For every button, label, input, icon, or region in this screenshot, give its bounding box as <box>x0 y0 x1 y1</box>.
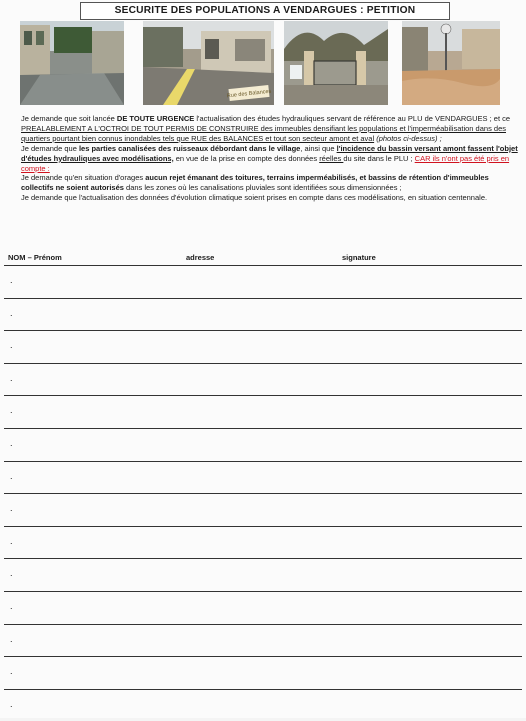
signature-row[interactable] <box>4 624 522 657</box>
signature-row[interactable] <box>4 591 522 624</box>
petition-text <box>21 114 521 203</box>
p2-bold: les parties canalisées des ruisseaux débordant dans le village <box>78 143 301 153</box>
p2-text-2: , ainsi que <box>300 143 337 153</box>
column-header-name: NOM – Prénom <box>8 253 62 262</box>
page-title: SECURITE DES POPULATIONS A VENDARGUES : PETITION <box>80 2 450 20</box>
flooded-street-photo-4 <box>402 21 500 105</box>
signature-row[interactable] <box>4 428 522 461</box>
p1-photo-ref: (photos ci-dessus) ; <box>374 133 442 143</box>
flooded-street-photo-1 <box>20 21 124 105</box>
p1-text-2: l'actualisation des études hydrauliques servant de référence au PLU de VENDARGUES ; et ce <box>194 114 511 123</box>
p2-text-4: du site dans le PLU ; <box>343 153 415 163</box>
row-bullet: . <box>10 666 13 677</box>
signature-row[interactable] <box>4 395 522 428</box>
flooded-street-photo-2 <box>143 21 274 105</box>
row-bullet: . <box>10 438 13 448</box>
p3-text-2: dans les zones où les canalisations pluviales sont identifiées sous dimensionnées ; <box>123 183 402 193</box>
row-bullet: . <box>10 535 13 546</box>
paragraph-1 <box>21 114 521 144</box>
signature-row[interactable] <box>4 363 522 396</box>
signature-row[interactable] <box>4 265 522 298</box>
row-bullet: . <box>10 698 13 709</box>
row-bullet: . <box>10 601 13 611</box>
signature-row[interactable] <box>4 558 522 591</box>
paragraph-4: Je demande que l'actualisation des données d'évolution climatique soient prises en compte dans ces modélisations, en situation centennale. <box>21 193 488 203</box>
signature-row[interactable] <box>4 689 522 721</box>
signature-table <box>4 265 522 715</box>
row-bullet: . <box>10 568 13 579</box>
row-bullet: . <box>10 340 13 351</box>
row-bullet: . <box>10 633 13 644</box>
flooded-gate-photo-3 <box>284 21 388 105</box>
p2-reelles: réelles <box>319 153 344 163</box>
signature-row[interactable] <box>4 526 522 559</box>
p2-underlined: l'incidence du bassin versant amont fassent l'objet d'études hydrauliques avec modélisations, <box>21 143 518 163</box>
signature-row[interactable] <box>4 298 522 331</box>
paragraph-2 <box>21 144 521 174</box>
row-bullet: . <box>10 275 13 285</box>
row-bullet: . <box>10 405 13 416</box>
signature-row[interactable] <box>4 656 522 689</box>
p2-red-note: CAR ils n'ont pas été pris en compte : <box>21 153 510 173</box>
p3-text: Je demande qu'en situation d'orages <box>21 173 146 183</box>
street-sign-text: Rue des Balances <box>226 88 272 100</box>
paragraph-3 <box>21 173 521 193</box>
column-header-signature: signature <box>342 253 376 262</box>
row-bullet: . <box>10 372 13 383</box>
p2-text-3: en vue de la prise en compte des données <box>173 153 320 163</box>
p1-urgent: DE TOUTE URGENCE <box>116 114 195 123</box>
row-bullet: . <box>10 470 13 481</box>
row-bullet: . <box>10 503 13 514</box>
p3-bold: aucun rejet émanant des toitures, terrains imperméabilisés, et bassins de rétention d'immeubles collectifs ne soient autorisés <box>21 173 489 193</box>
p2-text: Je demande que <box>21 143 79 153</box>
signature-row[interactable] <box>4 493 522 526</box>
p1-underlined: PREALABLEMENT A L'OCTROI DE TOUT PERMIS DE CONSTRUIRE des immeubles densifiant les populations et l'imperméabilisation dans des quartiers pourtant bien connus inondables tels que RUE des BALANCES et tout son secteur amont et aval <box>21 123 506 143</box>
signature-row[interactable] <box>4 461 522 494</box>
signature-row[interactable] <box>4 330 522 363</box>
row-bullet: . <box>10 307 13 318</box>
column-header-address: adresse <box>186 253 215 262</box>
p1-text: Je demande que soit lancée <box>21 114 117 123</box>
